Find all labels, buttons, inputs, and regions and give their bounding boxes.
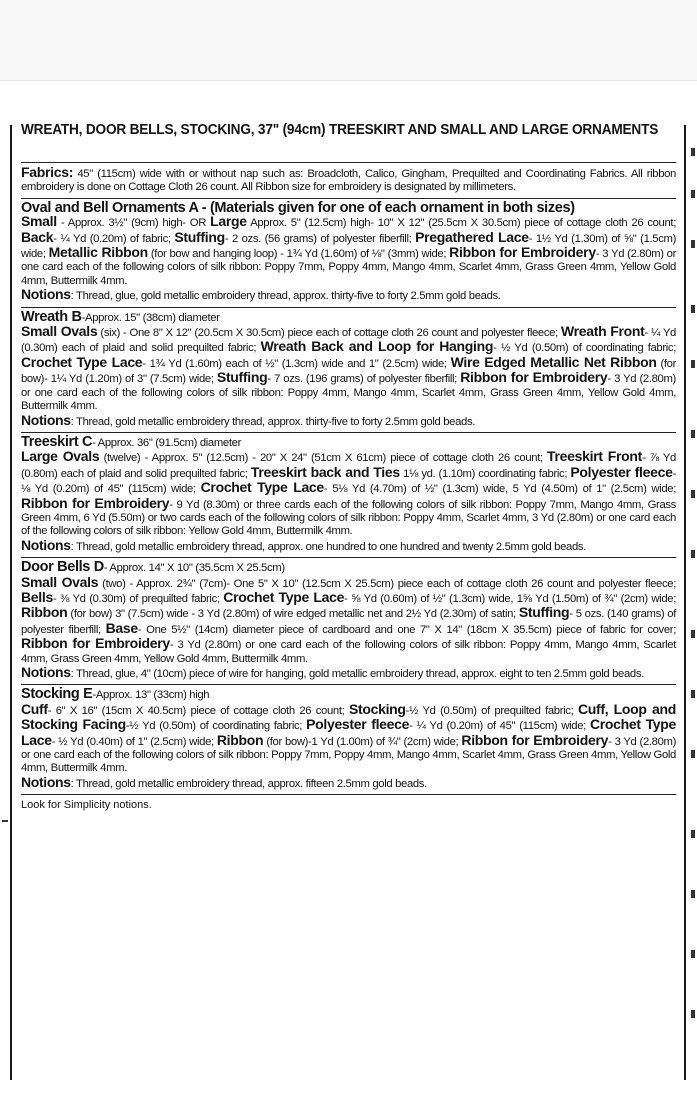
doorbells-heading: Door Bells D [21, 559, 104, 576]
stocking-heading-text: -Approx. 13" (33cm) high [92, 689, 210, 702]
notions-text: : Thread, gold metallic embroidery thread, approx. fifteen 2.5mm gold beads. [70, 777, 427, 790]
ribbon-embroidery-text: - 9 Yd (8.30m) or three cards each of the following colors of silk ribbon: Poppy 7mm, Mango 4mm, Grass Green 4mm, 6 Yd (5.50m) or two cards each of the following colors of silk ribbon: Poppy 4mm, Scarlet 4mm, 3 Yd (2.80m) or one card each of the following colors of silk ribbon: Yellow Gold 4mm, Buttermilk 4mm. [21, 498, 676, 538]
notions-text: : Thread, glue, gold metallic embroidery thread, approx. thirty-five to forty 2.5mm gold beads. [70, 290, 501, 303]
ornaments-section [21, 198, 676, 307]
crochet-lace-label: Crochet Type Lace [223, 588, 345, 605]
back-text: - ¼ Yd (0.20m) of fabric; [53, 232, 175, 245]
notions-text: : Thread, gold metallic embroidery thread, approx. thirty-five to forty 2.5mm gold beads. [70, 415, 476, 428]
stuffing-label: Stuffing [518, 604, 570, 621]
cuff-label: Cuff [21, 700, 48, 717]
ribbon-bow-text: (for bow) 3" (7.5cm) wide - 3 Yd (2.80m) of wire edged metallic net and 2½ Yd (2.30m) of satin; [67, 608, 519, 621]
treeskirt-notions [21, 536, 676, 554]
notions-label: Notions [21, 664, 71, 680]
small-label: Small [21, 213, 57, 230]
large-label: Large [210, 213, 247, 230]
metallic-ribbon-label: Metallic Ribbon [48, 244, 148, 261]
crochet-lace-label: Crochet Type Lace [21, 716, 676, 748]
ornaments-heading: Oval and Bell Ornaments A - (Materials given for one of each ornament in both sizes) [21, 199, 575, 216]
lace-text: - 1½ Yd (1.30m) of ⅝" (1.5cm) wide; [21, 232, 677, 261]
stocking-materials [21, 688, 676, 775]
back-label: Back [21, 228, 54, 245]
wreath-notions [21, 411, 676, 429]
fabrics-paragraph [21, 166, 676, 195]
notions-label: Notions [21, 773, 71, 790]
bells-label: Bells [21, 588, 53, 605]
net-ribbon-text: (for bow)- 1¼ Yd (1.20m) of 3" (7.5cm) wide; [21, 357, 677, 386]
footer-note: Look for Simplicity notions. [21, 794, 676, 811]
treeskirt-section [21, 432, 676, 557]
wreath-heading-text: -Approx. 15" (38cm) diameter [81, 311, 220, 324]
crochet-lace-text: - 5⅛ Yd (4.70m) of ½" (1.3cm) wide, 5 Yd (4.50m) of 1" (2.5cm) wide; [323, 483, 676, 496]
notions-text: : Thread, gold metallic embroidery thread, approx. one hundred to one hundred and twenty 2.5mm gold beads. [70, 540, 586, 553]
crochet-lace-label: Crochet Type Lace [200, 479, 324, 496]
wreath-materials [21, 308, 677, 414]
ribbon-embroidery-text: - 3 Yd (2.80m) or one card each of the following colors of silk ribbon: Poppy 4mm, Mango 4mm, Scarlet 4mm, Grass Green 4mm, Yellow Gold 4mm, Buttermilk 4mm. [21, 373, 676, 413]
stuffing-text: - 5 ozs. (140 grams) of polyester fiberfill; [21, 608, 677, 636]
ribbon-bow-label: Ribbon [21, 604, 68, 621]
crochet-lace-text: - 1¾ Yd (1.60m) each of ½" (1.3cm) wide and 1" (2.5cm) wide; [142, 357, 451, 370]
large-text: Approx. 5" (12.5cm) high- 10" X 12" (25.5cm X 30.5cm) piece of cottage cloth 26 count; [246, 217, 677, 230]
polyester-fleece-text: - ⅛ Yd (0.20m) of 45" (115cm) wide; [21, 467, 677, 496]
crochet-lace-text: - ½ Yd (0.40m) of 1" (2.5cm) wide; [51, 735, 217, 748]
polyester-fleece-text: - ¼ Yd (0.20m) of 45" (115cm) wide; [409, 720, 590, 733]
ornaments-materials [21, 199, 677, 288]
base-label: Base [105, 619, 138, 636]
stuffing-label: Stuffing [216, 369, 268, 386]
ornaments-notions [21, 288, 676, 303]
stocking-section [21, 684, 676, 794]
stocking-heading: Stocking E [21, 686, 93, 703]
materials-sheet [21, 120, 676, 811]
small-ovals-text: (six) - One 8" X 12" (20.5cm X 30.5cm) piece each of cottage cloth 26 count and polyester fleece; [97, 327, 561, 340]
small-ovals-label: Small Ovals [21, 323, 98, 340]
doorbells-heading-text: - Approx. 14" X 10" (35.5cm X 25.5cm) [103, 562, 285, 575]
stuffing-text: - 2 ozs. (56 grams) of polyester fiberfill; [224, 232, 416, 245]
wreath-heading: Wreath B [21, 308, 82, 325]
facing-label: Cuff, Loop and Stocking Facing [21, 700, 676, 733]
page-top-margin [0, 0, 697, 81]
notions-text: : Thread, glue, 4" (10cm) piece of wire for hanging, gold metallic embroidery thread, approx. eight to ten 2.5mm gold beads. [70, 668, 644, 680]
page-title: WREATH, DOOR BELLS, STOCKING, 37" (94cm) TREESKIRT AND SMALL AND LARGE ORNAMENTS [21, 122, 659, 138]
treeskirt-materials [21, 433, 677, 539]
wreath-front-label: Wreath Front [560, 323, 645, 340]
large-ovals-label: Large Ovals [21, 448, 100, 465]
bells-text: - ⅜ Yd (0.30m) of prequilted fabric; [52, 592, 224, 605]
facing-text: -½ Yd (0.50m) of coordinating fabric; [125, 720, 307, 733]
ribbon-embroidery-text: - 3 Yd (2.80m) or one card each of the following colors of silk ribbon: Poppy 7mm, Poppy 4mm, Mango 4mm, Scarlet 4mm, Grass Green 4mm, Yellow Gold 4mm, Buttermilk 4mm. [21, 735, 677, 775]
right-border-rule [684, 125, 686, 1080]
polyester-fleece-label: Polyester fleece [306, 716, 410, 733]
stocking-notions [21, 773, 676, 791]
large-ovals-text: (twelve) - Approx. 5" (12.5cm) - 20" X 24" (51cm X 61cm) piece of cottage cloth 26 count; [99, 452, 548, 465]
stuffing-text: - 7 ozs. (196 grams) of polyester fiberfill; [267, 373, 461, 386]
stuffing-label: Stuffing [174, 228, 225, 245]
treeskirt-back-label: Treeskirt back and Ties [250, 463, 400, 480]
lace-label: Pregathered Lace [415, 228, 529, 245]
notions-label: Notions [21, 536, 71, 553]
left-edge-tick [2, 820, 8, 822]
ribbon-embroidery-label: Ribbon for Embroidery [449, 244, 596, 261]
small-ovals-text: (two) - Approx. 2¾" (7cm)- One 5" X 10" (12.5cm X 25.5cm) piece each of cottage cloth 26 count and polyester fleece; [98, 577, 676, 590]
treeskirt-heading: Treeskirt C [21, 433, 93, 450]
wreath-back-text: - ½ Yd (0.50m) of coordinating fabric; [493, 342, 677, 355]
small-text: - Approx. 3½" (9cm) high- OR [56, 217, 211, 230]
treeskirt-heading-text: - Approx. 36" (91.5cm) diameter [92, 436, 241, 449]
fabrics-section [21, 162, 676, 198]
ribbon-embroidery-text: - 3 Yd (2.80m) or one card each of the following colors of silk ribbon: Poppy 4mm, Mango 4mm, Scarlet 4mm, Grass Green 4mm, Yellow Gold 4mm, Buttermilk 4mm. [21, 639, 676, 665]
ribbon-bow-label: Ribbon [216, 731, 264, 748]
stocking-text: -½ Yd (0.50m) of prequilted fabric; [405, 704, 578, 717]
doorbells-materials [21, 561, 676, 666]
net-ribbon-label: Wire Edged Metallic Net Ribbon [450, 353, 657, 370]
crochet-lace-text: - ⅝ Yd (0.60m) of ½" (1.3cm) wide, 1⅝ Yd (1.50m) of ¾" (2cm) wide; [344, 592, 677, 605]
cuff-text: - 6" X 16" (15cm X 40.5cm) piece of cottage cloth 26 count; [47, 704, 349, 717]
base-text: - One 5½" (14cm) diameter piece of cardboard and one 7" X 14" (18cm X 35.5cm) piece of fabric for cover; [137, 623, 676, 636]
doorbells-notions [21, 666, 676, 681]
small-ovals-label: Small Ovals [21, 573, 99, 590]
ribbon-embroidery-label: Ribbon for Embroidery [21, 635, 170, 652]
left-border-rule [10, 125, 12, 1080]
ribbon-embroidery-label: Ribbon for Embroidery [21, 494, 170, 511]
treeskirt-back-text: 1⅛ yd. (1.10m) coordinating fabric; [399, 467, 571, 480]
adjacent-page-edge [690, 130, 697, 1080]
wreath-front-text: - ¼ Yd (0.30m) each of plaid and solid prequilted fabric; [21, 327, 676, 355]
notions-label: Notions [21, 411, 71, 428]
ribbon-embroidery-text: - 3 Yd (2.80m) or one card each of the following colors of silk ribbon: Poppy 7mm, Poppy 4mm, Mango 4mm, Scarlet 4mm, Grass Green 4mm, Yellow Gold 4mm, Buttermilk 4mm. [21, 248, 677, 287]
metallic-ribbon-text: (for bow and hanging loop) - 1¾ Yd (1.60m) of ⅛" (3mm) wide; [147, 248, 450, 261]
fabrics-label: Fabrics: [21, 164, 74, 180]
wreath-section [21, 307, 676, 432]
treeskirt-front-label: Treeskirt Front [547, 448, 643, 465]
ribbon-bow-text: (for bow)-1 Yd (1.00m) of ¾" (2cm) wide; [263, 735, 462, 748]
doorbells-section [21, 557, 676, 684]
ribbon-embroidery-label: Ribbon for Embroidery [461, 731, 609, 748]
wreath-back-label: Wreath Back and Loop for Hanging [260, 338, 494, 355]
fabrics-text: 45" (115cm) wide with or without nap such as: Broadcloth, Calico, Gingham, Prequilted and Coordinating Fabrics. All ribbon embroidery is done on Cottage Cloth 26 count. All Ribbon size for embroidery is designated by millimeters. [21, 168, 676, 194]
treeskirt-front-text: - ⅞ Yd (0.80m) each of plaid and solid prequilted fabric; [21, 452, 676, 480]
ribbon-embroidery-label: Ribbon for Embroidery [460, 369, 608, 386]
crochet-lace-label: Crochet Type Lace [21, 353, 143, 370]
notions-label: Notions [21, 286, 71, 303]
stocking-label: Stocking [348, 700, 406, 717]
polyester-fleece-label: Polyester fleece [570, 463, 673, 480]
